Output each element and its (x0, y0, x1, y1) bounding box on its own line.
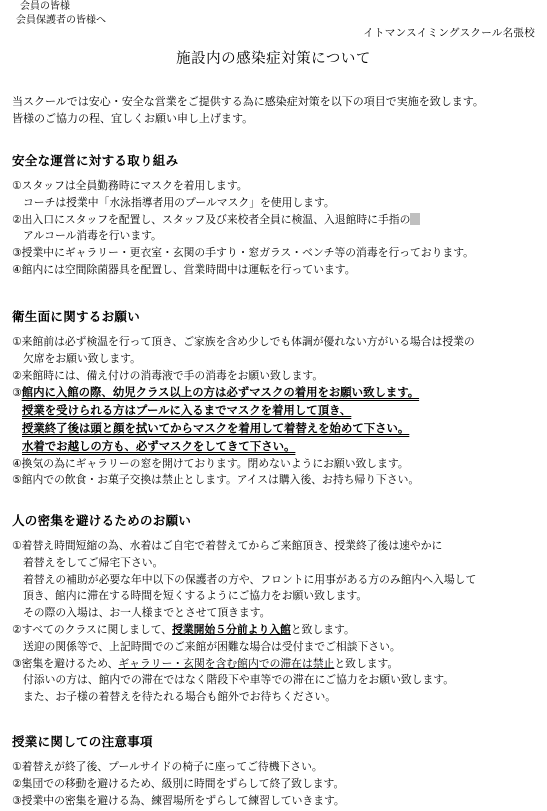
emphasis-text: 館内に入館の際、幼児クラス以上の方は必ずマスクの着用をお願い致します。 (21, 385, 420, 400)
list-item-emphasis (12, 384, 540, 402)
list-item-continuation: コーチは授業中「水泳指導者用のプールマスク」を使用します。 (23, 195, 335, 209)
list-item-text: と致します。 (290, 622, 355, 636)
section-heading: 衛生面に関するお願い (12, 309, 141, 324)
list-item-emphasis (12, 438, 540, 456)
list-item: ②来館時には、備え付けの消毒液で手の消毒をお願い致します。 (12, 368, 324, 382)
intro-paragraph (12, 93, 537, 127)
list-item: ①スタッフは全員勤務時にマスクを着用します。 (12, 179, 248, 192)
document-title: 施設内の感染症対策について (176, 51, 371, 67)
emphasis-text: 水着でお越しの方も、必ずマスクをしてきて下さい。 (22, 438, 296, 453)
list-item-continuation: その際の入場は、お一人様までとさせて頂きます。 (23, 606, 271, 620)
list-item (12, 622, 540, 639)
list-item-continuation: また、お子様の着替えを待たれる場合も館外でお待ちください。 (23, 690, 337, 704)
section-heading: 人の密集を避けるためのお願い (12, 513, 192, 528)
list-item-continuation: 着替えの補助が必要な年中以下の保護者の方や、フロントに用事がある方のみ館内へ入場して (23, 572, 477, 586)
list-item (12, 212, 540, 229)
section-class-notes (12, 733, 540, 809)
list-item-continuation: 欠席をお願い致します。 (23, 351, 141, 365)
list-item-text: と致します。 (334, 656, 399, 670)
intro-line: 皆様のご協力の程、宜しくお願い申し上げます。 (12, 112, 254, 125)
section-hygiene (12, 308, 540, 489)
list-item: ④換気の為にギャラリーの窓を開けております。閉めないようにお願い致します。 (12, 456, 409, 470)
list-item-continuation: 着替えをしてご帰宅下さい。 (23, 555, 164, 569)
gray-block (410, 213, 420, 225)
list-item-continuation: 送迎の関係等で、上記時間でのご来館が困難な場合は受付までご相談下さい。 (23, 639, 401, 653)
section-heading: 授業に関しての注意事項 (12, 734, 153, 749)
list-item: ④館内には空間除菌器具を配置し、営業時間中は運転を行っています。 (12, 262, 356, 276)
list-item: ③授業中の密集を避ける為、練習場所をずらして練習していきます。 (12, 793, 345, 807)
list-item: ⑤館内での飲食・お菓子交換は禁止とします。アイスは購入後、お持ち帰り下さい。 (12, 473, 420, 487)
list-item: ②集団での移動を避けるため、級別に時間をずらして終了致します。 (12, 776, 345, 790)
organization-name: イトマンスイミングスクール名張校 (363, 27, 535, 39)
list-item: ①着替えが終了後、プールサイドの椅子に座ってご待機下さい。 (12, 760, 323, 773)
section-avoid-crowding (12, 512, 540, 706)
recipient-guardians: 会員保護者の皆様へ (16, 15, 106, 26)
section-heading: 安全な運営に対する取り組み (12, 153, 179, 168)
section-safe-operation (12, 152, 540, 279)
list-item-text: ②出入口にスタッフを配置し、スタッフ及び来校者全員に検温、入退館時に手指の (12, 212, 411, 226)
list-item: ①来館前は必ず検温を行って頂き、ご家族を含め少しでも体調が優れない方がいる場合は授業の (12, 335, 475, 348)
list-item-text: ③密集を避けるため、 (12, 656, 119, 670)
emphasis-text: 授業を受けられる方はプールに入るまでマスクを着用して頂き、 (22, 403, 352, 418)
list-item-continuation: アルコール消毒を行います。 (23, 229, 162, 243)
recipients (10, 0, 106, 28)
list-item-text: ②すべてのクラスに関しまして、 (12, 622, 173, 636)
list-number: ③ (12, 386, 22, 400)
emphasis-text: ギャラリー・玄関を含む館内での滞在は禁止 (118, 656, 335, 670)
list-item-emphasis (12, 402, 540, 420)
list-item (12, 656, 540, 673)
list-item: ①着替え時間短縮の為、水着はご自宅で着替えてからご来館頂き、授業終了後は速やかに (12, 539, 443, 552)
emphasis-text: 授業開始５分前より入館 (172, 622, 291, 636)
list-item: ③授業中にギャラリー・更衣室・玄関の手すり・窓ガラス・ベンチ等の消毒を行っております。 (12, 246, 474, 260)
intro-line: 当スクールでは安心・安全な営業をご提供する為に感染症対策を以下の項目で実施を致します。 (12, 95, 484, 108)
list-item-continuation: 付添いの方は、館内での滞在ではなく階段下や車等での滞在にご協力をお願い致します。 (23, 673, 455, 687)
list-item-emphasis (12, 420, 540, 438)
recipient-members: 会員の皆様 (20, 1, 70, 12)
emphasis-text: 授業終了後は頭と顔を拭いてからマスクを着用して着替えを始めて下さい。 (22, 420, 410, 435)
list-item-continuation: 頂き、館内に滞在する時間を短くするようにご協力をお願い致します。 (23, 589, 368, 603)
